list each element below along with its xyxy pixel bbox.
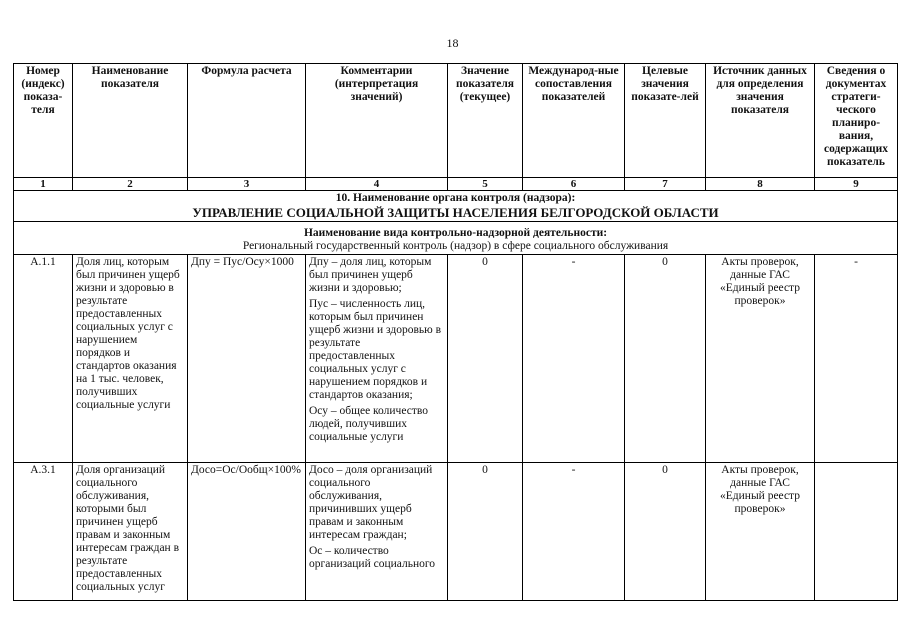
table-row [14,463,898,601]
column-number: 2 [73,178,188,191]
header-index: Номер (индекс) показа-теля [14,64,73,178]
row-comments [306,255,448,463]
activity-line-2: Региональный государственный контроль (надзор) в сфере социального обслуживания [242,240,669,252]
row-value: 0 [448,255,523,463]
header-row [14,64,898,178]
comment-item: Дпу – доля лиц, которым был причинен ущерб жизни и здоровью; [309,256,432,294]
section-line-1: 10. Наименование органа контроля (надзора): [335,192,576,204]
comment-item: Пус – численность лиц, которым был причинен ущерб жизни и здоровью в результате предоставленных социальных услуг с нарушением порядков и стандартов оказания; [309,298,442,401]
row-index: А.1.1 [14,255,73,463]
indicators-table [13,63,898,601]
row-international: - [523,255,625,463]
column-number: 4 [306,178,448,191]
header-formula: Формула расчета [188,64,306,178]
row-documents: - [815,255,898,463]
row-name: Доля организаций социального обслуживания, которыми был причинен ущерб правам и законным интересам граждан в результате предоставленных социальных услуг [73,463,188,601]
header-target: Целевые значения показате-лей [625,64,706,178]
row-formula: Досо=Ос/Ообщ×100% [188,463,306,601]
column-number: 8 [706,178,815,191]
section-line-2: УПРАВЛЕНИЕ СОЦИАЛЬНОЙ ЗАЩИТЫ НАСЕЛЕНИЯ БЕЛГОРОДСКОЙ ОБЛАСТИ [192,205,719,220]
comment-item: Ос – количество организаций социального [309,545,436,570]
activity-line-1: Наименование вида контрольно-надзорной деятельности: [303,227,608,239]
row-target: 0 [625,255,706,463]
comment-item: Досо – доля организаций социального обслуживания, причинивших ущерб правам и законным интересам граждан; [309,464,433,541]
row-index: А.3.1 [14,463,73,601]
row-source: Акты проверок, данные ГАС «Единый реестр проверок» [706,255,815,463]
header-value: Значение показателя (текущее) [448,64,523,178]
column-number: 3 [188,178,306,191]
row-documents [815,463,898,601]
column-number: 6 [523,178,625,191]
header-source: Источник данных для определения значения показателя [706,64,815,178]
row-name: Доля лиц, которым был причинен ущерб жизни и здоровью в результате предоставленных социальных услуг с нарушением порядков и стандартов оказания на 1 тыс. человек, получивших социальные услуги [73,255,188,463]
activity-title [14,222,898,255]
row-target: 0 [625,463,706,601]
column-number-row [14,178,898,191]
column-number: 9 [815,178,898,191]
header-comments: Комментарии (интерпретация значений) [306,64,448,178]
row-value: 0 [448,463,523,601]
activity-row [14,222,898,255]
table-row [14,255,898,463]
row-international: - [523,463,625,601]
column-number: 1 [14,178,73,191]
column-number: 5 [448,178,523,191]
page-number: 18 [446,36,459,50]
comment-item: Осу – общее количество людей, получивших социальные услуги [309,405,428,443]
header-international: Международ-ные сопоставления показателей [523,64,625,178]
column-number: 7 [625,178,706,191]
row-formula: Дпу = Пус/Осу×1000 [188,255,306,463]
header-name: Наименование показателя [73,64,188,178]
row-comments [306,463,448,601]
header-documents: Сведения о документах стратеги-ческого планиро-вания, содержащих показатель [815,64,898,178]
section-title [14,191,898,222]
section-row [14,191,898,222]
row-source: Акты проверок, данные ГАС «Единый реестр проверок» [706,463,815,601]
